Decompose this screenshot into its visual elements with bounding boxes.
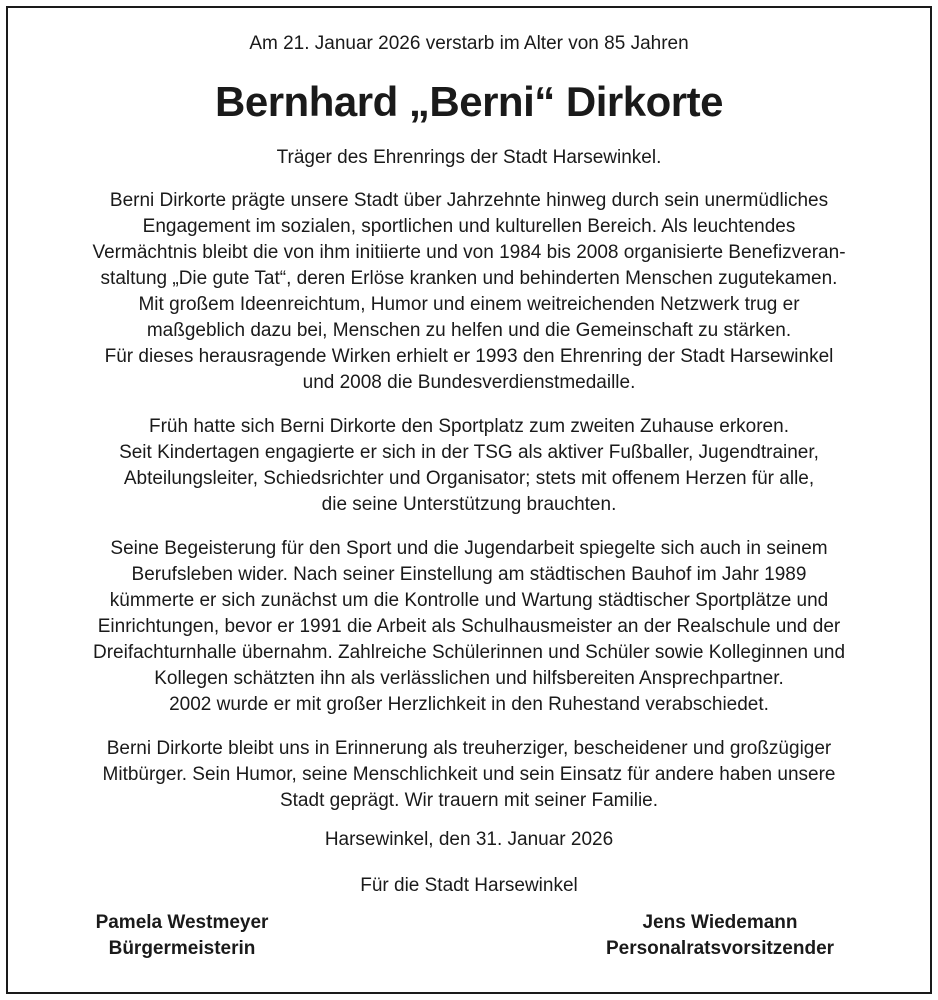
text-line: Einrichtungen, bevor er 1991 die Arbeit als Schulhausmeister an der Realschule und der: [97, 616, 841, 637]
signatory-name: Pamela Westmeyer: [95, 912, 269, 933]
intro-line: Am 21. Januar 2026 verstarb im Alter von 85 Jahren: [249, 33, 689, 54]
on-behalf-line: Für die Stadt Harsewinkel: [360, 875, 578, 896]
text-line: Mitbürger. Sein Humor, seine Menschlichkeit und sein Einsatz für andere haben unsere: [102, 764, 836, 785]
paragraph-career: [20, 536, 918, 718]
place-date: Harsewinkel, den 31. Januar 2026: [324, 829, 614, 850]
text-line: Berni Dirkorte bleibt uns in Erinnerung als treuherziger, bescheidener und großzügiger: [106, 738, 832, 759]
text-line: staltung „Die gute Tat“, deren Erlöse kranken und behinderten Menschen zugutekamen.: [100, 268, 838, 289]
text-line: Vermächtnis bleibt die von ihm initiierte und von 1984 bis 2008 organisierte Benefizveran-: [92, 242, 846, 263]
text-line: Seine Begeisterung für den Sport und die Jugendarbeit spiegelte sich auch in seinem: [110, 538, 828, 559]
text-line: Mit großem Ideenreichtum, Humor und einem weitreichenden Netzwerk trug er: [138, 294, 800, 315]
signature-council: [570, 910, 870, 962]
text-line: Stadt geprägt. Wir trauern mit seiner Familie.: [279, 790, 659, 811]
text-line: Für dieses herausragende Wirken erhielt er 1993 den Ehrenring der Stadt Harsewinkel: [104, 346, 834, 367]
text-line: Kollegen schätzten ihn als verlässlichen und hilfsbereiten Ansprechpartner.: [154, 668, 784, 689]
text-line: Engagement im sozialen, sportlichen und kulturellen Bereich. Als leuchtendes: [142, 216, 796, 237]
text-line: und 2008 die Bundesverdienstmedaille.: [302, 372, 636, 393]
text-line: Dreifachturnhalle übernahm. Zahlreiche Schülerinnen und Schüler sowie Kolleginnen und: [92, 642, 846, 663]
signature-mayor: [32, 910, 332, 962]
deceased-name: Bernhard „Berni“ Dirkorte: [215, 78, 723, 125]
text-line: 2002 wurde er mit großer Herzlichkeit in den Ruhestand verabschiedet.: [169, 694, 769, 715]
text-line: kümmerte er sich zunächst um die Kontrolle und Wartung städtischer Sportplätze und: [109, 590, 829, 611]
paragraph-sports: [20, 414, 918, 518]
text-line: Berni Dirkorte prägte unsere Stadt über Jahrzehnte hinweg durch sein unermüdliches: [109, 190, 829, 211]
paragraph-legacy: [20, 188, 918, 396]
signatory-role: Bürgermeisterin: [108, 938, 256, 959]
text-line: maßgeblich dazu bei, Menschen zu helfen und die Gemeinschaft zu stärken.: [146, 320, 792, 341]
text-line: Berufsleben wider. Nach seiner Einstellung am städtischen Bauhof im Jahr 1989: [131, 564, 807, 585]
honor-subtitle: Träger des Ehrenrings der Stadt Harsewinkel.: [276, 147, 662, 168]
text-line: die seine Unterstützung brauchten.: [321, 494, 617, 515]
text-line: Abteilungsleiter, Schiedsrichter und Organisator; stets mit offenem Herzen für alle,: [123, 468, 815, 489]
signatory-name: Jens Wiedemann: [642, 912, 798, 933]
text-line: Seit Kindertagen engagierte er sich in der TSG als aktiver Fußballer, Jugendtrainer,: [119, 442, 819, 463]
signatory-role: Personalratsvorsitzender: [605, 938, 835, 959]
text-line: Früh hatte sich Berni Dirkorte den Sportplatz zum zweiten Zuhause erkoren.: [149, 416, 789, 437]
paragraph-remembrance: [20, 736, 918, 814]
